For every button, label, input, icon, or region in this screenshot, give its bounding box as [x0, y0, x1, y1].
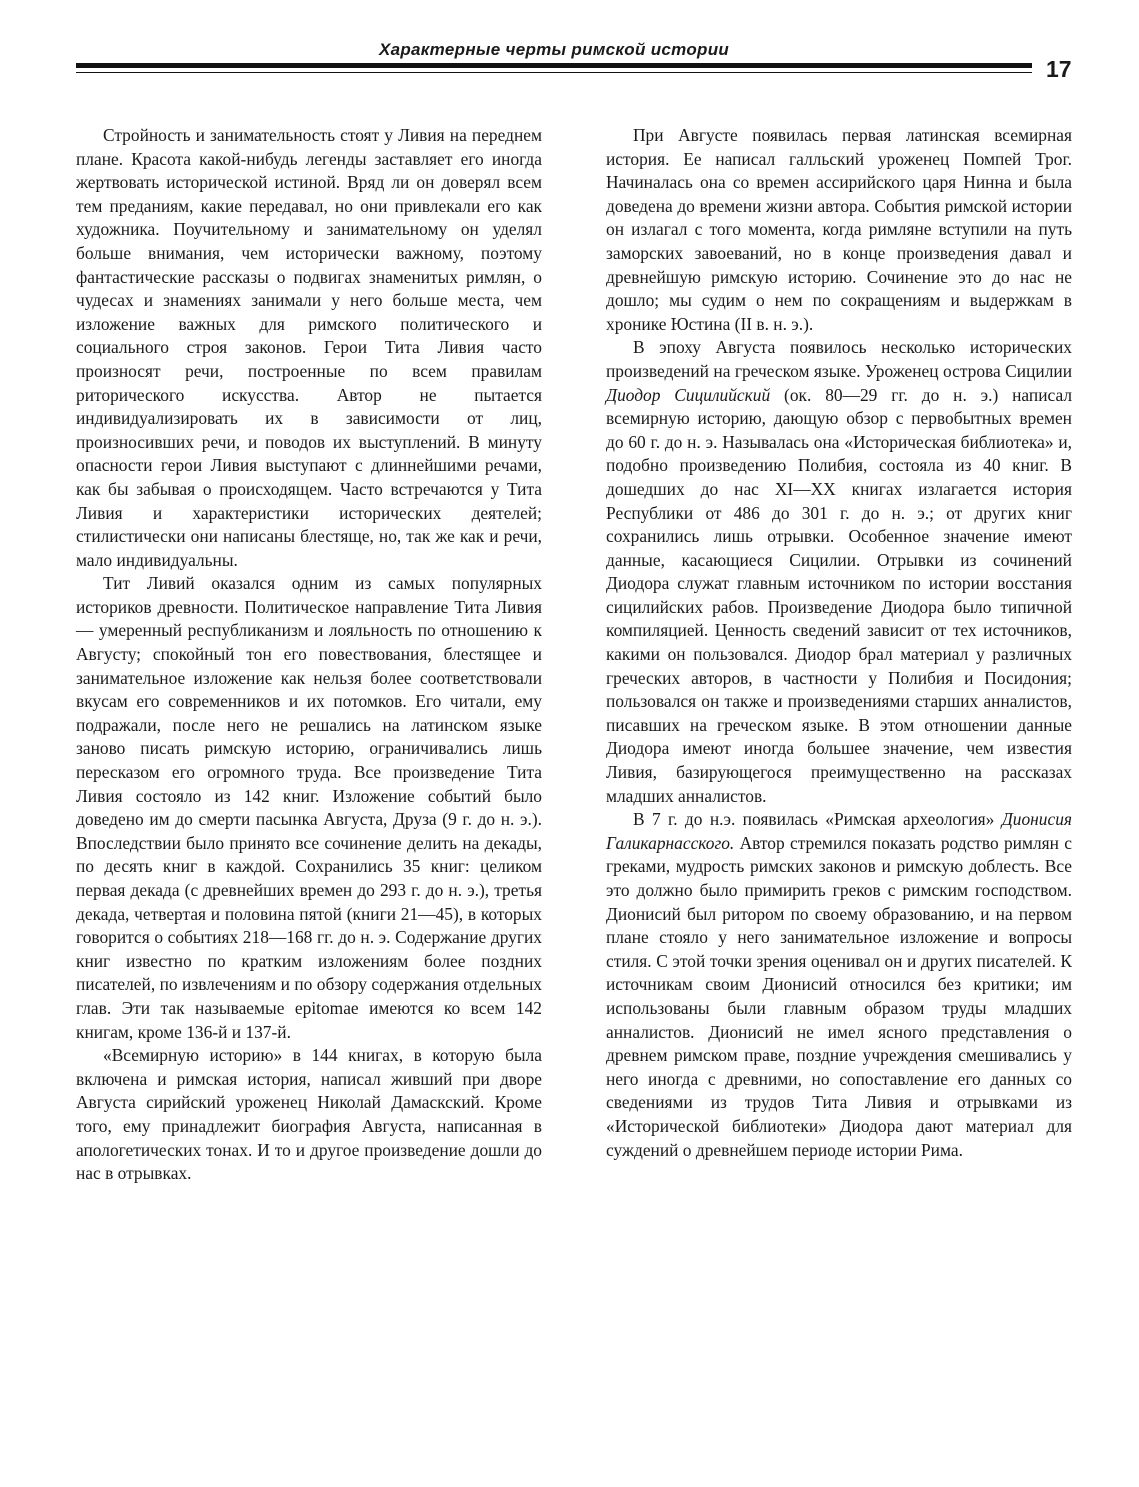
- header-rule-thin: [76, 72, 1032, 73]
- dionysius-text-after: Автор стремился показать родство римлян с греками, мудрость римских законов и римскую доблесть. Все это должно было примирить греков с римским господством. Дионисий был ритором по своему образованию, и на первом плане стояло у него занимательное изложение и вопросы стиля. С этой точки зрения оценивал он и других писателей. К источникам своим Дионисий относился без критики; им использованы были главным образом труды младших анналистов. Дионисий не имел ясного представления о древнем римском праве, поздние учреждения смешивались у него иногда с древними, но сопоставление его данных со сведениями из трудов Тита Ливия и отрывками из «Исторической библиотеки» Диодора дают материал для суждений о древнейшем периоде истории Рима.: [606, 832, 1072, 1160]
- dionysius-name: Дионисия Галикарнасского.: [606, 809, 1072, 853]
- right-column: [606, 124, 1072, 1162]
- paragraph-livy-style: Стройность и занимательность стоят у Ливия на переднем плане. Красота какой-нибудь легенды заставляет его иногда жертвовать исторической истиной. Вряд ли он доверял всем тем преданиям, какие передавал, но они привлекали его как художника. Поучительному и занимательному он уделял больше внимания, чем исторически важному, поэтому фантастические рассказы о подвигах знаменитых римлян, о чудесах и знамениях занимали у него больше места, чем изложение важных для римского политического и социального строя законов. Герои Тита Ливия часто произносят речи, построенные по всем правилам риторического искусства. Автор не пытается индивидуализировать их в зависимости от лиц, произносивших речи, и поводов их выступлений. В минуту опасности герои Ливия выступают с длиннейшими речами, как бы забывая о происходящем. Часто встречаются у Тита Ливия и характеристики исторических деятелей; стилистически они написаны блестяще, но, так же как и речи, мало индивидуальны.: [76, 125, 542, 570]
- diodorus-text-after: (ок. 80—29 гг. до н. э.) написал всемирную историю, дающую обзор с первобытных времен до 60 г. до н. э. Называлась она «Историческая библиотека» и, подобно произведению Полибия, состояла из 40 книг. В дошедших до нас XI—XX книгах излагается история Республики от 486 до 301 г. до н. э.; от других книг сохранились лишь отрывки. Особенное значение имеют данные, касающиеся Сицилии. Отрывки из сочинений Диодора служат главным источником по истории восстания сицилийских рабов. Произведение Диодора было типичной компиляцией. Ценность сведений зависит от тех источников, какими он пользовался. Диодор брал материал у различных греческих авторов, в частности у Полибия и Посидония; пользовался он также и произведениями старших анналистов, писавших на греческом языке. В этом отношении данные Диодора имеют иногда большее значение, чем известия Ливия, базирующегося преимущественно на рассказах младших анналистов.: [606, 384, 1073, 806]
- paragraph-livy-popularity: Тит Ливий оказался одним из самых популярных историков древности. Политическое направление Тита Ливия — умеренный республиканизм и лояльность по отношению к Августу; спокойный тон его повествования, блестящее и занимательное изложение как нельзя более соответствовали вкусам его современников и их потомков. Его читали, ему подражали, после него не решались на латинском языке заново писать римскую историю, ограничивались лишь пересказом его огромного труда. Все произведение Тита Ливия состояло из 142 книг. Изложение событий было доведено им до смерти пасынка Августа, Друза (9 г. до н. э.). Впоследствии было принято все сочинение делить на декады, по десять книг в каждой. Сохранились 35 книг: целиком первая декада (с древнейших времен до 293 г. до н. э.), третья декада, четвертая и половина пятой (книги 21—45), в которых говорится о событиях 218—168 гг. до н. э. Содержание других книг известно по кратким изложениям более поздних писателей, по извлечениям и по обзору содержания отдельных глав. Эти так называемые epitomae имеются ко всем 142 книгам, кроме 136-й и 137-й.: [76, 573, 542, 1042]
- dionysius-text-before: В 7 г. до н.э. появилась «Римская археология»: [633, 809, 1002, 830]
- running-title: Характерные черты римской истории: [378, 40, 730, 59]
- diodorus-name: Диодор Сицилийский: [606, 384, 771, 405]
- paragraph-pompeius-trogus: При Августе появилась первая латинская всемирная история. Ее написал галльский уроженец Помпей Трог. Начиналась она со времен ассирийского царя Нинна и была доведена до времени жизни автора. События римской истории он излагал с того момента, когда римляне вступили на путь заморских завоеваний, но в конце произведения давал и древнейшую римскую историю. Сочинение это до нас не дошло; мы судим о нем по сокращениям и выдержкам в хронике Юстина (II в. н. э.).: [606, 125, 1072, 334]
- left-column: [76, 124, 542, 1186]
- diodorus-text-before: В эпоху Августа появилось несколько исторических произведений на греческом языке. Уроженец острова Сицилии: [606, 337, 1072, 381]
- header-rule-thick: [76, 63, 1032, 68]
- paragraph-dionysius: [606, 808, 1072, 1162]
- paragraph-diodorus: [606, 336, 1072, 808]
- page-number: 17: [1046, 56, 1072, 82]
- running-header: [76, 38, 1032, 78]
- paragraph-nicolaus: «Всемирную историю» в 144 книгах, в которую была включена и римская история, написал живший при дворе Августа сирийский уроженец Николай Дамаскский. Кроме того, ему принадлежит биография Августа, написанная в апологетических тонах. И то и другое произведение дошли до нас в отрывках.: [76, 1045, 542, 1184]
